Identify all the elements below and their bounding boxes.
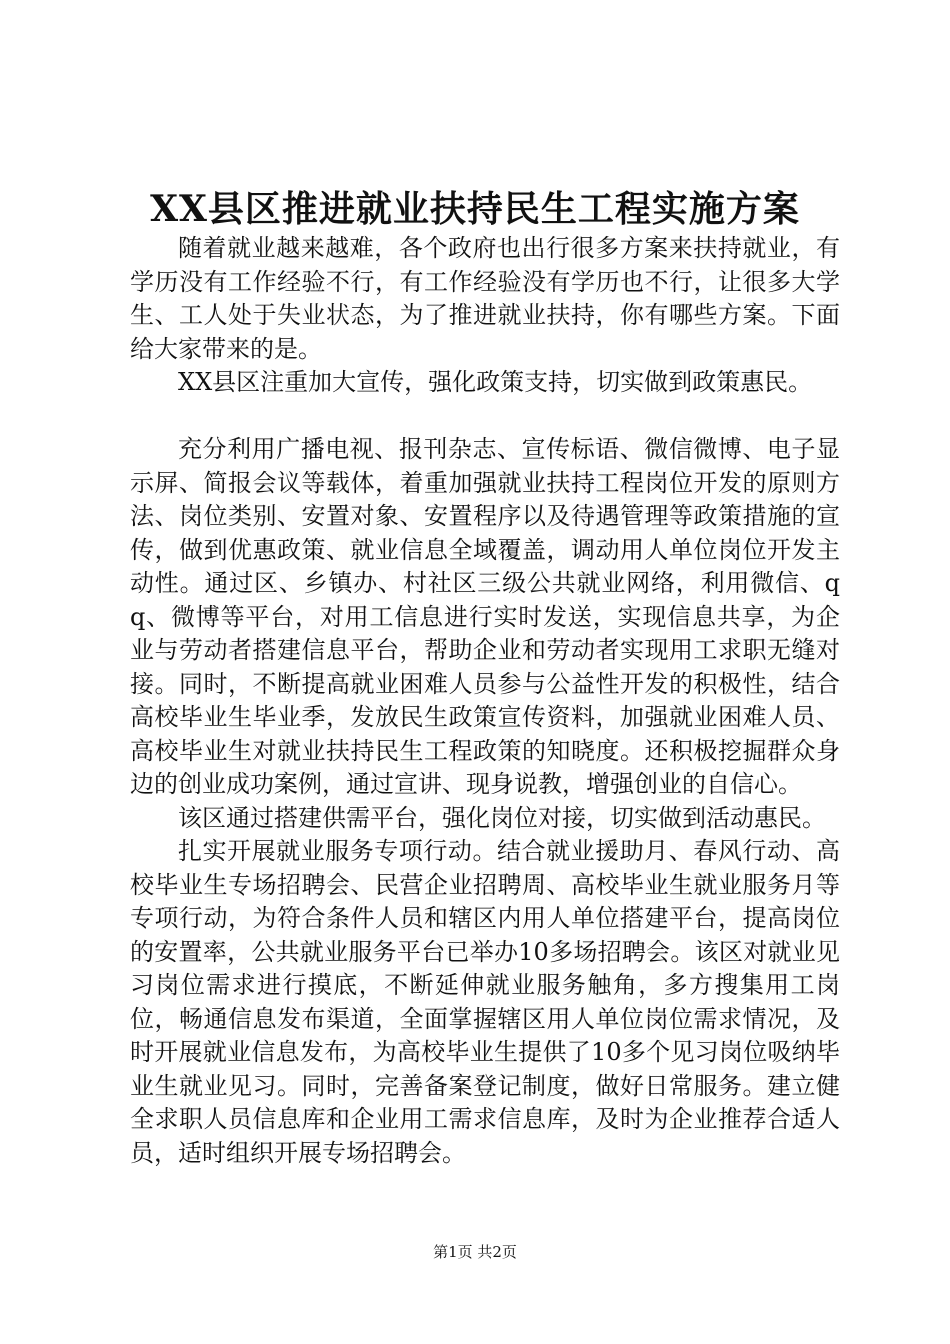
page-footer: 第1页 共2页 — [433, 1243, 517, 1261]
paragraph-heading-publicity: XX县区注重加大宣传，强化政策支持，切实做到政策惠民。 — [178, 368, 813, 396]
document-body — [130, 232, 840, 1170]
paragraph-intro: 随着就业越来越难，各个政府也出行很多方案来扶持就业，有学历没有工作经验不行，有工作经验没有学历也不行，让很多大学生、工人处于失业状态，为了推进就业扶持，你有哪些方案。下面给大家带来的是。 — [130, 234, 840, 363]
paragraph-publicity-detail: 充分利用广播电视、报刊杂志、宣传标语、微信微博、电子显示屏、简报会议等载体，着重加强就业扶持工程岗位开发的原则方法、岗位类别、安置对象、安置程序以及待遇管理等政策措施的宣传，做到优惠政策、就业信息全域覆盖，调动用人单位岗位开发主动性。通过区、乡镇办、村社区三级公共就业网络，利用微信、qq、微博等平台，对用工信息进行实时发送，实现信息共享，为企业与劳动者搭建信息平台，帮助企业和劳动者实现用工求职无缝对接。同时，不断提高就业困难人员参与公益性开发的积极性，结合高校毕业生毕业季，发放民生政策宣传资料，加强就业困难人员、高校毕业生对就业扶持民生工程政策的知晓度。还积极挖掘群众身边的创业成功案例，通过宣讲、现身说教，增强创业的自信心。 — [130, 435, 840, 798]
document-title: XX县区推进就业扶持民生工程实施方案 — [150, 188, 800, 230]
blank-line — [130, 400, 840, 434]
paragraph-platform-detail: 扎实开展就业服务专项行动。结合就业援助月、春风行动、高校毕业生专场招聘会、民营企业招聘周、高校毕业生就业服务月等专项行动，为符合条件人员和辖区内用人单位搭建平台，提高岗位的安置率，公共就业服务平台已举办10多场招聘会。该区对就业见习岗位需求进行摸底，不断延伸就业服务触角，多方搜集用工岗位，畅通信息发布渠道，全面掌握辖区用人单位岗位需求情况，及时开展就业信息发布，为高校毕业生提供了10多个见习岗位吸纳毕业生就业见习。同时，完善备案登记制度，做好日常服务。建立健全求职人员信息库和企业用工需求信息库，及时为企业推荐合适人员，适时组织开展专场招聘会。 — [130, 837, 840, 1167]
paragraph-heading-platform: 该区通过搭建供需平台，强化岗位对接，切实做到活动惠民。 — [178, 803, 826, 832]
